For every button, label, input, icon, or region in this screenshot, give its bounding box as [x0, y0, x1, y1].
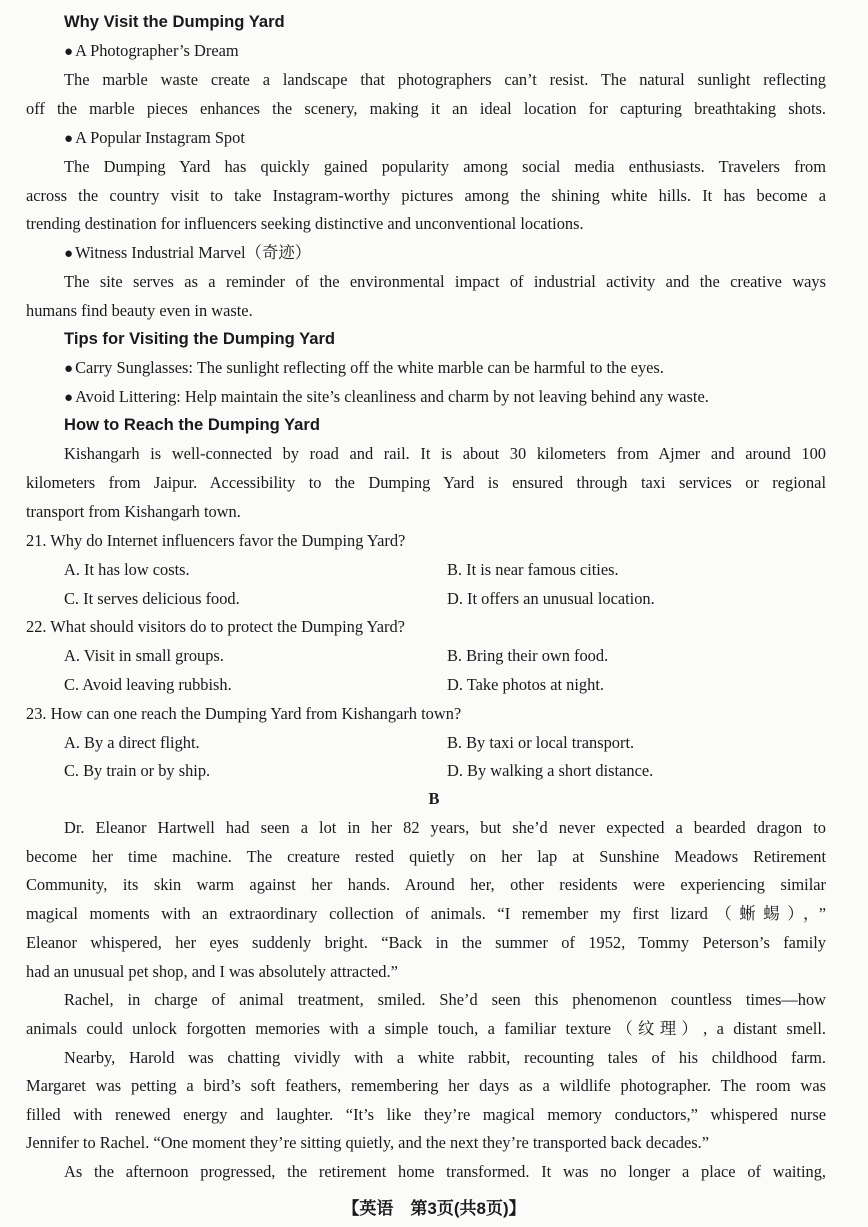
option-22-b: B. Bring their own food.: [447, 646, 609, 665]
para-line: off the marble pieces enhances the scenery, making it an ideal location for capturing breathtaking shots.: [26, 99, 826, 118]
para-line: animals could unlock forgotten memories with a simple touch, a familiar texture（纹理）, a distant smell.: [26, 1019, 826, 1038]
option-22-c: C. Avoid leaving rubbish.: [64, 675, 232, 694]
para-line: Kishangarh is well-connected by road and rail. It is about 30 kilometers from Ajmer and around 100: [64, 444, 826, 463]
option-21-c: C. It serves delicious food.: [64, 589, 240, 608]
section-b-label: B: [428, 789, 440, 808]
option-21-b: B. It is near famous cities.: [447, 560, 619, 579]
para-line: Jennifer to Rachel. “One moment they’re sitting quietly, and the next they’re transported back decades.”: [26, 1133, 709, 1152]
option-21-a: A. It has low costs.: [64, 560, 190, 579]
para-line: transport from Kishangarh town.: [26, 502, 241, 521]
tip-sunglasses: ● Carry Sunglasses: The sunlight reflecting off the white marble can be harmful to the eyes.: [64, 354, 864, 383]
option-23-c: C. By train or by ship.: [64, 761, 211, 780]
para-line: across the country visit to take Instagram-worthy pictures among the shining white hills. It has become a: [26, 186, 826, 205]
para-line: Community, its skin warm against her hands. Around her, other residents were experiencing similar: [26, 875, 826, 894]
page-footer: 【英语 第3页(共8页)】: [342, 1199, 526, 1218]
option-21-d: D. It offers an unusual location.: [447, 589, 655, 608]
bullet-industrial-marvel: ● Witness Industrial Marvel（奇迹）: [64, 239, 864, 268]
para-line: Nearby, Harold was chatting vividly with a white rabbit, recounting tales of his childhood farm.: [64, 1048, 826, 1067]
para-line: The Dumping Yard has quickly gained popularity among social media enthusiasts. Travelers from: [64, 157, 826, 176]
tip-littering: ● Avoid Littering: Help maintain the site’s cleanliness and charm by not leaving behind any waste.: [64, 383, 864, 412]
para-line: kilometers from Jaipur. Accessibility to the Dumping Yard is ensured through taxi services or regional: [26, 473, 826, 492]
para-line: trending destination for influencers seeking distinctive and unconventional locations.: [26, 214, 584, 233]
para-line: had an unusual pet shop, and I was absolutely attracted.”: [26, 962, 398, 981]
question-22: 22. What should visitors do to protect the Dumping Yard?: [26, 617, 405, 636]
para-line: As the afternoon progressed, the retirement home transformed. It was no longer a place of waiting,: [64, 1162, 826, 1181]
para-line: Eleanor whispered, her eyes suddenly bright. “Back in the summer of 1952, Tommy Peterson’s family: [26, 933, 826, 952]
para-line: filled with renewed energy and laughter. “It’s like they’re magical memory conductors,” whispered nurse: [26, 1105, 826, 1124]
para-line: become her time machine. The creature rested quietly on her lap at Sunshine Meadows Retirement: [26, 847, 826, 866]
para-line: Dr. Eleanor Hartwell had seen a lot in her 82 years, but she’d never expected a bearded dragon to: [64, 818, 826, 837]
heading-how-to-reach: How to Reach the Dumping Yard: [64, 415, 321, 434]
question-23: 23. How can one reach the Dumping Yard from Kishangarh town?: [26, 704, 462, 723]
question-21: 21. Why do Internet influencers favor the Dumping Yard?: [26, 531, 406, 550]
para-line: The marble waste create a landscape that photographers can’t resist. The natural sunlight reflecting: [64, 70, 826, 89]
bullet-photographers-dream: ● A Photographer’s Dream: [64, 37, 864, 66]
para-line: The site serves as a reminder of the environmental impact of industrial activity and the creative ways: [64, 272, 826, 291]
option-22-a: A. Visit in small groups.: [64, 646, 224, 665]
heading-tips: Tips for Visiting the Dumping Yard: [64, 329, 336, 348]
bullet-instagram-spot: ● A Popular Instagram Spot: [64, 124, 864, 153]
option-23-a: A. By a direct flight.: [64, 733, 200, 752]
para-line: Rachel, in charge of animal treatment, smiled. She’d seen this phenomenon countless times—how: [64, 990, 826, 1009]
option-23-b: B. By taxi or local transport.: [447, 733, 635, 752]
option-22-d: D. Take photos at night.: [447, 675, 604, 694]
para-line: humans find beauty even in waste.: [26, 301, 253, 320]
option-23-d: D. By walking a short distance.: [447, 761, 654, 780]
heading-why-visit: Why Visit the Dumping Yard: [64, 12, 285, 31]
para-line: magical moments with an extraordinary collection of animals. “I remember my first lizard（蜥蜴），”: [26, 904, 826, 923]
para-line: Margaret was petting a bird’s soft feathers, remembering her days as a wildlife photographer. The room was: [26, 1076, 826, 1095]
